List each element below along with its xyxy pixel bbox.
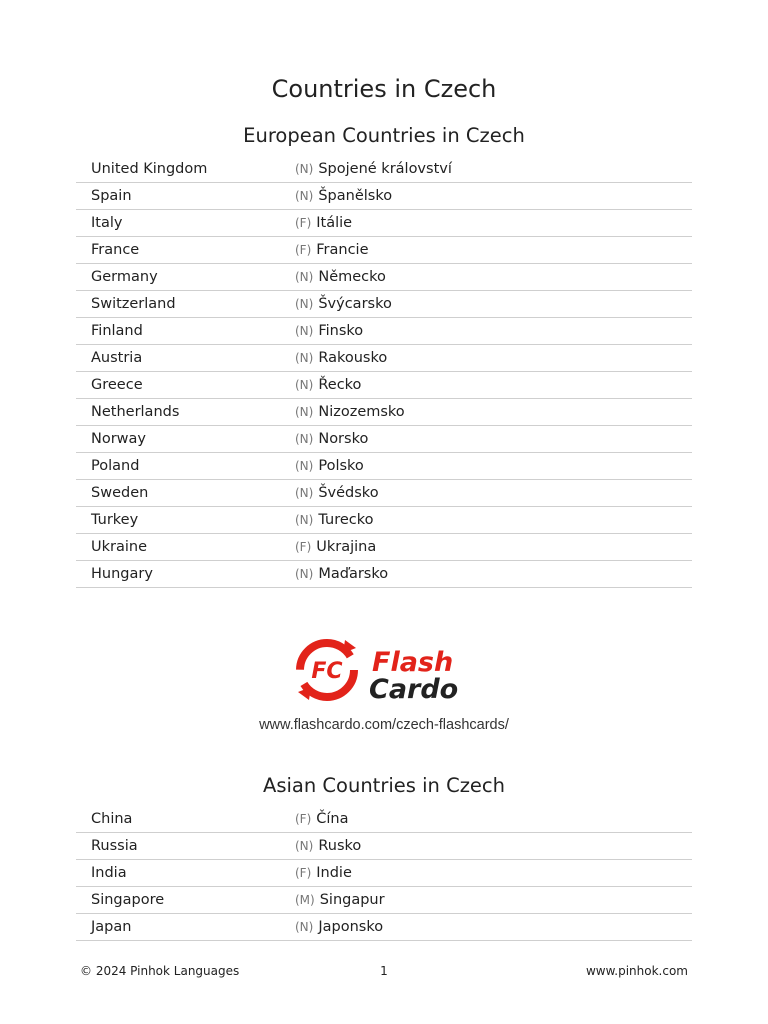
table-row [76, 345, 692, 372]
czech-word: Rakousko [318, 350, 388, 366]
table-row [76, 480, 692, 507]
table-row [76, 399, 692, 426]
czech-translation-cell [295, 345, 692, 372]
czech-word: Singapur [319, 892, 385, 908]
czech-word: Čína [316, 811, 349, 827]
gender-tag: (N) [295, 351, 314, 365]
english-word: Greece [76, 372, 295, 399]
czech-translation-cell [295, 806, 692, 833]
czech-translation-cell [295, 264, 692, 291]
english-word: Hungary [76, 561, 295, 588]
english-word: Netherlands [76, 399, 295, 426]
gender-tag: (N) [295, 459, 314, 473]
flashcardo-cycle-icon [298, 640, 356, 700]
english-word: Ukraine [76, 534, 295, 561]
czech-word: Finsko [318, 323, 364, 339]
czech-word: Švýcarsko [318, 296, 392, 312]
english-word: Switzerland [76, 291, 295, 318]
table-row [76, 561, 692, 588]
logo-mark: FC [311, 659, 343, 684]
gender-tag: (N) [295, 324, 314, 338]
english-word: China [76, 806, 295, 833]
czech-word: Japonsko [318, 919, 384, 935]
table-row [76, 156, 692, 183]
czech-word: Řecko [318, 377, 362, 393]
logo-word-flash: Flash [372, 647, 454, 678]
czech-translation-cell [295, 561, 692, 588]
gender-tag: (N) [295, 486, 314, 500]
gender-tag: (M) [295, 893, 315, 907]
english-word: Austria [76, 345, 295, 372]
english-word: Norway [76, 426, 295, 453]
table-row [76, 507, 692, 534]
table-row [76, 860, 692, 887]
english-word: United Kingdom [76, 156, 295, 183]
table-asian-countries [76, 806, 692, 941]
czech-translation-cell [295, 480, 692, 507]
table-row [76, 426, 692, 453]
table-row [76, 887, 692, 914]
table-row [76, 833, 692, 860]
czech-word: Norsko [318, 431, 369, 447]
czech-translation-cell [295, 210, 692, 237]
logo-word-cardo: Cardo [369, 674, 459, 705]
english-word: Sweden [76, 480, 295, 507]
table-row [76, 534, 692, 561]
czech-word: Rusko [318, 838, 362, 854]
table-row [76, 291, 692, 318]
czech-translation-cell [295, 507, 692, 534]
czech-word: Indie [316, 865, 352, 881]
czech-word: Francie [316, 242, 369, 258]
page-title: Countries in Czech [271, 75, 497, 103]
table-row [76, 318, 692, 345]
gender-tag: (N) [295, 297, 314, 311]
english-word: Finland [76, 318, 295, 345]
gender-tag: (F) [295, 243, 312, 257]
czech-translation-cell [295, 156, 692, 183]
gender-tag: (N) [295, 567, 314, 581]
czech-word: Německo [318, 269, 386, 285]
gender-tag: (N) [295, 378, 314, 392]
english-word: Poland [76, 453, 295, 480]
table-row [76, 914, 692, 941]
czech-translation-cell [295, 183, 692, 210]
gender-tag: (N) [295, 920, 314, 934]
english-word: Turkey [76, 507, 295, 534]
english-word: India [76, 860, 295, 887]
footer-copyright: © 2024 Pinhok Languages [80, 964, 240, 978]
gender-tag: (F) [295, 866, 312, 880]
czech-word: Itálie [316, 215, 353, 231]
table-european-countries [76, 156, 692, 588]
czech-translation-cell [295, 399, 692, 426]
english-word: Germany [76, 264, 295, 291]
flashcardo-url[interactable]: www.flashcardo.com/czech-flashcards/ [259, 717, 509, 733]
gender-tag: (F) [295, 812, 312, 826]
table-row [76, 264, 692, 291]
czech-translation-cell [295, 860, 692, 887]
czech-word: Turecko [318, 512, 374, 528]
gender-tag: (N) [295, 189, 314, 203]
english-word: Russia [76, 833, 295, 860]
gender-tag: (N) [295, 270, 314, 284]
table-row [76, 237, 692, 264]
english-word: Spain [76, 183, 295, 210]
table-row [76, 453, 692, 480]
czech-translation-cell [295, 453, 692, 480]
czech-translation-cell [295, 426, 692, 453]
czech-translation-cell [295, 534, 692, 561]
czech-translation-cell [295, 914, 692, 941]
gender-tag: (N) [295, 162, 314, 176]
table-row [76, 210, 692, 237]
gender-tag: (N) [295, 432, 314, 446]
table-row [76, 372, 692, 399]
table-row [76, 806, 692, 833]
flashcardo-logo[interactable] [290, 634, 480, 706]
gender-tag: (F) [295, 216, 312, 230]
czech-word: Spojené království [318, 161, 452, 177]
czech-translation-cell [295, 887, 692, 914]
english-word: France [76, 237, 295, 264]
footer-page-number: 1 [380, 964, 388, 978]
english-word: Japan [76, 914, 295, 941]
gender-tag: (N) [295, 513, 314, 527]
czech-word: Ukrajina [316, 539, 377, 555]
czech-translation-cell [295, 318, 692, 345]
section-title-european: European Countries in Czech [243, 124, 525, 147]
gender-tag: (N) [295, 839, 314, 853]
czech-word: Maďarsko [318, 566, 389, 582]
english-word: Singapore [76, 887, 295, 914]
czech-word: Španělsko [318, 188, 393, 204]
czech-translation-cell [295, 833, 692, 860]
czech-word: Švédsko [318, 485, 379, 501]
table-row [76, 183, 692, 210]
czech-translation-cell [295, 291, 692, 318]
czech-translation-cell [295, 372, 692, 399]
czech-translation-cell [295, 237, 692, 264]
section-title-asian: Asian Countries in Czech [262, 774, 506, 797]
english-word: Italy [76, 210, 295, 237]
gender-tag: (N) [295, 405, 314, 419]
czech-word: Nizozemsko [318, 404, 405, 420]
czech-word: Polsko [318, 458, 364, 474]
footer-website-link[interactable]: www.pinhok.com [585, 964, 688, 978]
gender-tag: (F) [295, 540, 312, 554]
